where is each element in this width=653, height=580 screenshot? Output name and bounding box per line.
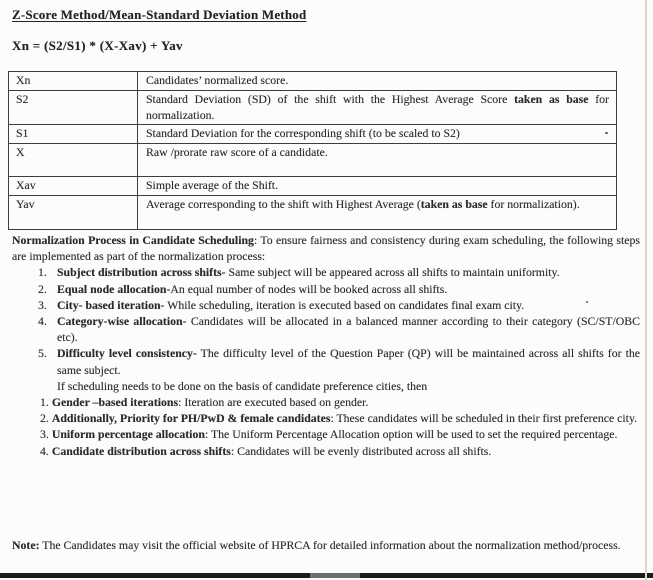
scan-speck xyxy=(586,301,588,303)
list-item-number: 3. xyxy=(38,297,47,312)
definition-cell xyxy=(138,91,617,125)
list-item-number: 1. xyxy=(38,265,47,280)
list-item-rest: Candidates will be allocated in a balanced manner according to their category (SC/ST/OBC etc). xyxy=(57,314,640,345)
term-cell: S2 xyxy=(9,91,138,125)
list-item-lead: Gender –based iterations xyxy=(51,395,179,410)
table-row xyxy=(9,144,617,177)
definition-text: for normalization. xyxy=(146,92,609,122)
definition-cell xyxy=(138,144,617,177)
preference-condition-line: If scheduling needs to be done on the basis of candidate preference cities, then xyxy=(57,378,428,393)
term-cell: S1 xyxy=(9,125,138,144)
definition-cell xyxy=(138,177,617,196)
list-item-lead: Difficulty level consistency- xyxy=(57,346,197,361)
list-item-lead: City- based iteration- xyxy=(57,297,165,312)
list-item xyxy=(12,297,640,313)
list-item-rest: An equal number of nodes will be booked across all shifts. xyxy=(170,281,448,296)
list-item-lead: Subject distribution across shifts- xyxy=(57,265,226,280)
list-item-rest: While scheduling, iteration is executed based on candidates final exam city. xyxy=(164,297,525,312)
list-item-rest: The difficulty level of the Question Paper (QP) will be maintained across all shifts for the same subject. xyxy=(57,346,640,377)
list-item-number: 5. xyxy=(38,346,47,361)
zscore-formula: Xn = (S2/S1) * (X-Xav) + Yav xyxy=(12,38,183,53)
bottom-scan-bar xyxy=(0,573,653,578)
table-row xyxy=(9,196,617,230)
list-item xyxy=(12,264,640,280)
definition-cell xyxy=(138,72,617,91)
list-item xyxy=(12,394,640,410)
note-label: Note: xyxy=(12,538,40,552)
list-item xyxy=(12,410,640,426)
definition-text: Average corresponding to the shift with Highest Average ( xyxy=(146,197,421,211)
term-cell: Yav xyxy=(9,196,138,230)
list-item xyxy=(12,345,640,377)
page-edge-line xyxy=(645,0,647,580)
table-row xyxy=(9,91,617,125)
definition-text: Standard Deviation for the corresponding shift (to be scaled to S2) xyxy=(146,126,460,140)
normalization-process-section xyxy=(12,232,640,459)
list-item-number: 4. xyxy=(40,443,49,458)
footer-note xyxy=(12,537,640,553)
definition-text: Candidates’ normalized score. xyxy=(146,73,289,87)
definition-text: for normalization). xyxy=(487,197,580,211)
paragraph-lead: Normalization Process in Candidate Scheduling xyxy=(12,233,254,247)
list-item xyxy=(40,426,640,442)
list-item xyxy=(12,313,640,345)
list-item-number: 1. xyxy=(40,395,49,410)
definition-text: Raw /prorate raw score of a candidate. xyxy=(146,145,328,159)
table-row xyxy=(9,72,617,91)
list-item xyxy=(12,443,640,459)
definition-text: Simple average of the Shift. xyxy=(146,178,279,192)
list-item-number: 2. xyxy=(40,411,49,426)
page-title: Z-Score Method/Mean-Standard Deviation Method xyxy=(12,7,307,22)
term-cell: X xyxy=(9,144,138,177)
preference-steps-list xyxy=(12,394,640,459)
list-item-lead: Uniform percentage allocation xyxy=(51,427,205,442)
list-item-rest: Same subject will be appeared across all shifts to maintain uniformity. xyxy=(225,265,560,280)
list-item-rest: : The Uniform Percentage Allocation option will be used to set the required percentage. xyxy=(204,427,618,442)
list-item-number: 2. xyxy=(38,281,47,296)
list-item-lead: Equal node allocation- xyxy=(57,281,171,296)
list-item-lead: Category-wise allocation- xyxy=(57,314,187,329)
list-item-number: 4. xyxy=(38,314,47,329)
list-item-lead: Additionally, Priority for PH/PwD & female candidates xyxy=(51,411,331,426)
term-cell: Xn xyxy=(9,72,138,91)
variable-definitions-table xyxy=(8,71,617,230)
definition-bold-text: taken as base xyxy=(514,92,589,106)
list-item-rest: : These candidates will be scheduled in their first preference city. xyxy=(330,411,638,426)
note-text: The Candidates may visit the official website of HPRCA for detailed information about the normalization method/process. xyxy=(39,538,621,552)
scan-speck xyxy=(605,132,608,134)
scheduling-steps-list xyxy=(12,264,640,377)
list-item-rest: : Iteration are executed based on gender. xyxy=(178,395,369,410)
table-row xyxy=(9,125,617,144)
normalization-process-paragraph xyxy=(12,232,640,264)
table-row xyxy=(9,177,617,196)
list-item xyxy=(12,281,640,297)
definition-cell xyxy=(138,196,617,230)
paragraph-rest: : To ensure fairness and consistency during exam scheduling, the following steps are implemented as part of the normalization process: xyxy=(12,233,640,264)
list-item-number: 3. xyxy=(40,427,49,442)
definition-bold-text: taken as base xyxy=(420,197,488,211)
list-item-lead: Candidate distribution across shifts xyxy=(51,443,231,458)
definition-cell xyxy=(138,125,617,144)
definition-text: Standard Deviation (SD) of the shift with the Highest Average Score xyxy=(146,92,515,106)
term-cell: Xav xyxy=(9,177,138,196)
list-item-rest: : Candidates will be evenly distributed across all shifts. xyxy=(230,443,492,458)
